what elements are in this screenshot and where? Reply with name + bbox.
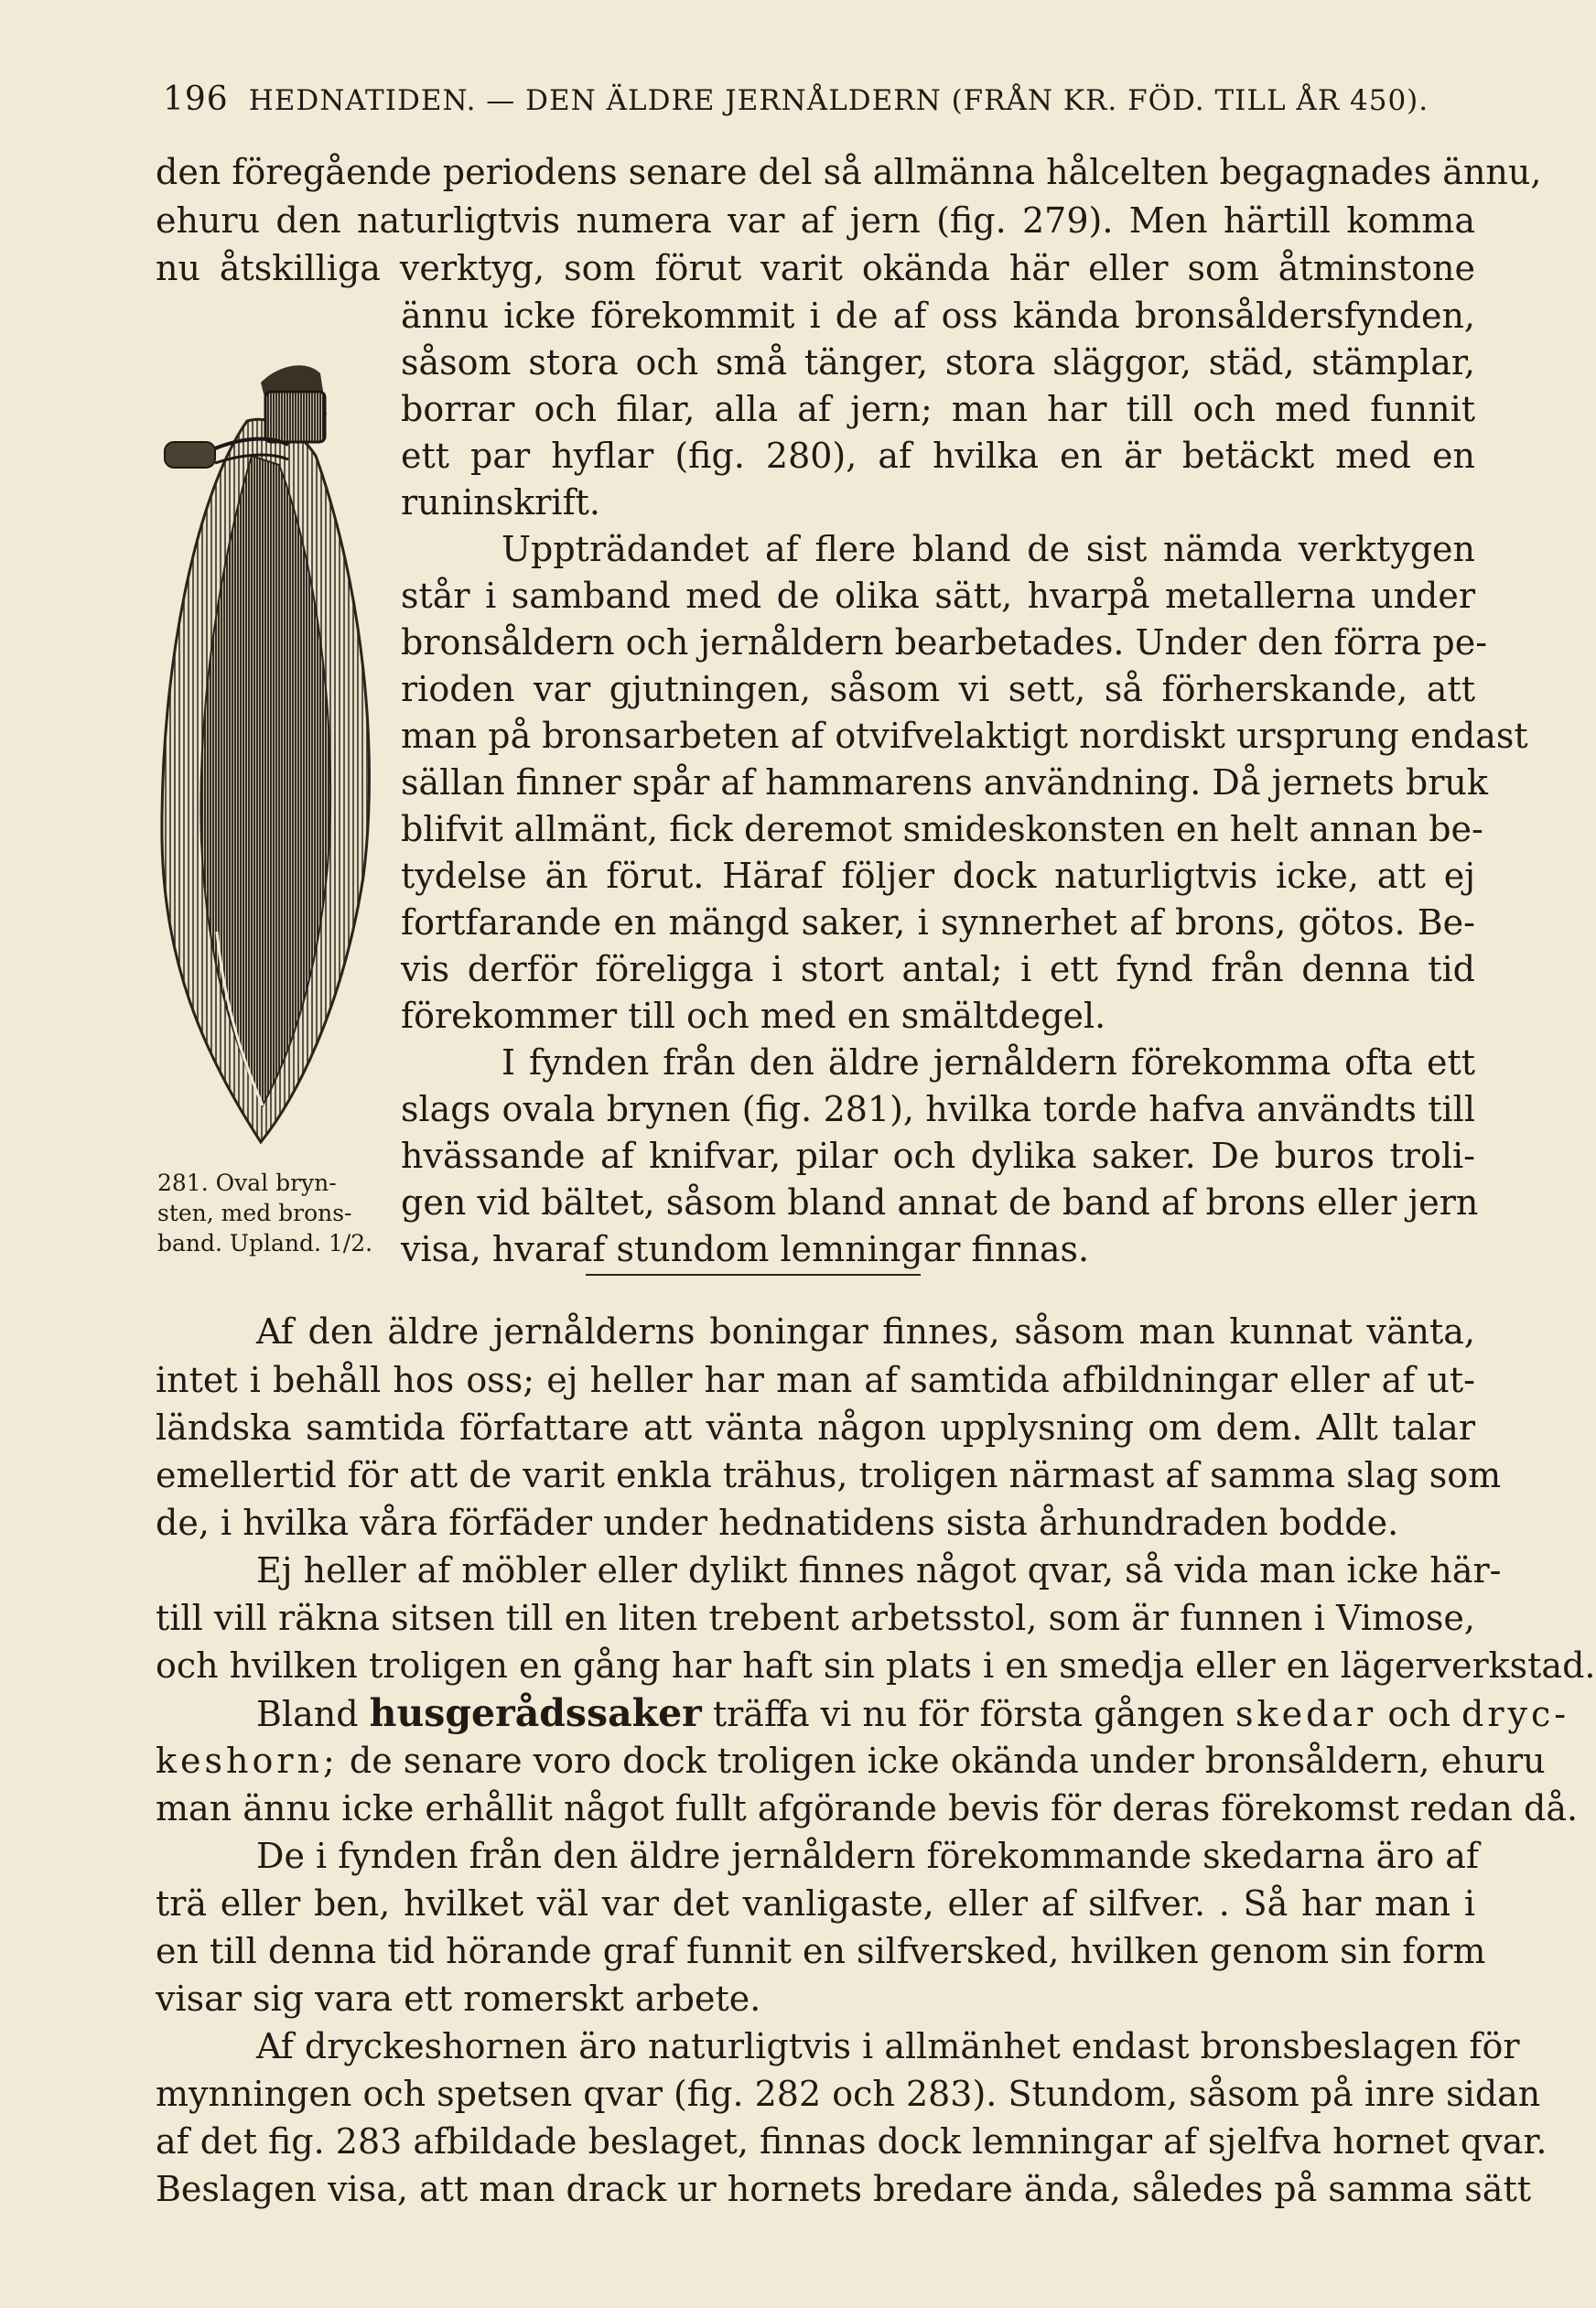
text-line: trä eller ben, hvilket väl var det vanligaste, eller af silfver. . Så har man i [156, 1883, 1475, 1924]
text-line: ehuru den naturligtvis numera var af jern (fig. 279). Men härtill komma [156, 200, 1475, 241]
text-line: visa, hvaraf stundom lemningar finnas. [401, 1229, 1090, 1269]
text-line: en till denna tid hörande graf funnit en silfversked, hvilken genom sin form [156, 1931, 1486, 1971]
text-line: intet i behåll hos oss; ej heller har man af samtida afbildningar eller af ut- [156, 1360, 1475, 1400]
text-line: man ännu icke erhållit något fullt afgörande bevis för deras förekomst redan då. [156, 1788, 1579, 1828]
text-line: visar sig vara ett romerskt arbete. [156, 1979, 761, 2019]
text-line: tydelse än förut. Häraf följer dock naturligtvis icke, att ej [401, 856, 1475, 896]
text-span: och [1387, 1694, 1450, 1734]
text-span: träffa vi nu för första gången [712, 1694, 1224, 1734]
keyword-spaced: skedar [1235, 1694, 1377, 1734]
caption-line: sten, med brons- [157, 1200, 352, 1226]
text-line: och hvilken troligen en gång har haft sin plats i en smedja eller en lägerverkstad. [156, 1645, 1596, 1686]
text-line: Af den äldre jernålderns boningar finnes, såsom man kunnat vänta, [256, 1311, 1475, 1352]
section-divider [586, 1274, 921, 1276]
figure-caption [157, 1168, 397, 1258]
text-line: nu åtskilliga verktyg, som förut varit okända här eller som åtminstone [156, 248, 1475, 288]
text-line: I fynden från den äldre jernåldern förekomma ofta ett [501, 1042, 1475, 1083]
text-line: ett par hyflar (fig. 280), af hvilka en är betäckt med en [401, 436, 1475, 476]
text-line: slags ovala brynen (fig. 281), hvilka torde hafva användts till [401, 1089, 1475, 1129]
running-header [163, 81, 1444, 118]
keyword-bold: husgerådssaker [369, 1691, 702, 1735]
text-line: sällan finner spår af hammarens användning. Då jernets bruk [401, 762, 1488, 803]
text-line: man på bronsarbeten af otvifvelaktigt nordiskt ursprung endast [401, 716, 1528, 756]
text-line: bronsåldern och jernåldern bearbetades. Under den förra pe- [401, 622, 1488, 663]
page-number: 196 [163, 81, 229, 118]
text-span: de senare voro dock troligen icke okända under bronsåldern, ehuru [349, 1741, 1546, 1781]
text-span: Bland [256, 1694, 359, 1734]
whetstone-illustration [160, 364, 380, 1165]
text-line: De i fynden från den äldre jernåldern förekommande skedarna äro af [256, 1836, 1480, 1876]
text-line: blifvit allmänt, fick deremot smideskonsten en helt annan be- [401, 809, 1483, 849]
text-line: Ej heller af möbler eller dylikt finnes något qvar, så vida man icke här- [256, 1550, 1502, 1591]
keyword-spaced: dryc- [1461, 1694, 1570, 1734]
text-line: ländska samtida författare att vänta någon upplysning om dem. Allt talar [156, 1407, 1475, 1448]
running-title: HEDNATIDEN. — DEN ÄLDRE JERNÅLDERN (FRÅN KR. FÖD. TILL ÅR 450). [248, 84, 1429, 117]
text-line: Af dryckeshornen äro naturligtvis i allmänhet endast bronsbeslagen för [256, 2026, 1520, 2066]
text-line: den föregående periodens senare del så allmänna hålcelten begagnades ännu, [156, 152, 1542, 192]
text-line: gen vid bältet, såsom bland annat de band af brons eller jern [401, 1182, 1479, 1223]
text-line: ännu icke förekommit i de af oss kända bronsåldersfynden, [401, 296, 1475, 336]
text-line [256, 1691, 1570, 1735]
text-line: de, i hvilka våra förfäder under hednatidens sista århundraden bodde. [156, 1503, 1399, 1543]
text-line: förekommer till och med en smältdegel. [401, 996, 1106, 1036]
text-line: vis derför föreligga i stort antal; i ett fynd från denna tid [401, 949, 1475, 989]
text-line: såsom stora och små tänger, stora släggor, städ, stämplar, [401, 342, 1475, 383]
text-line: af det fig. 283 afbildade beslaget, finnas dock lemningar af sjelfva hornet qvar. [156, 2121, 1547, 2162]
text-line: fortfarande en mängd saker, i synnerhet af brons, götos. Be- [401, 902, 1475, 943]
text-line: runinskrift. [401, 482, 600, 523]
text-line: emellertid för att de varit enkla trähus, troligen närmast af samma slag som [156, 1455, 1502, 1495]
caption-line: band. Upland. 1/2. [157, 1230, 373, 1256]
text-line: till vill räkna sitsen till en liten trebent arbetsstol, som är funnen i Vimose, [156, 1598, 1475, 1638]
text-line: står i samband med de olika sätt, hvarpå metallerna under [401, 576, 1475, 616]
caption-line: 281. Oval bryn- [157, 1170, 337, 1196]
text-line: mynningen och spetsen qvar (fig. 282 och 283). Stundom, såsom på inre sidan [156, 2074, 1541, 2114]
text-line: Beslagen visa, att man drack ur hornets bredare ända, således på samma sätt [156, 2169, 1531, 2209]
text-line: hvässande af knifvar, pilar och dylika saker. De buros troli- [401, 1136, 1475, 1176]
text-line: Uppträdandet af flere bland de sist nämda verktygen [501, 529, 1475, 569]
text-line [156, 1740, 1546, 1782]
text-line: borrar och filar, alla af jern; man har till och med funnit [401, 389, 1475, 429]
text-line: rioden var gjutningen, såsom vi sett, så förherskande, att [401, 669, 1475, 709]
keyword-spaced: keshorn; [156, 1741, 339, 1781]
